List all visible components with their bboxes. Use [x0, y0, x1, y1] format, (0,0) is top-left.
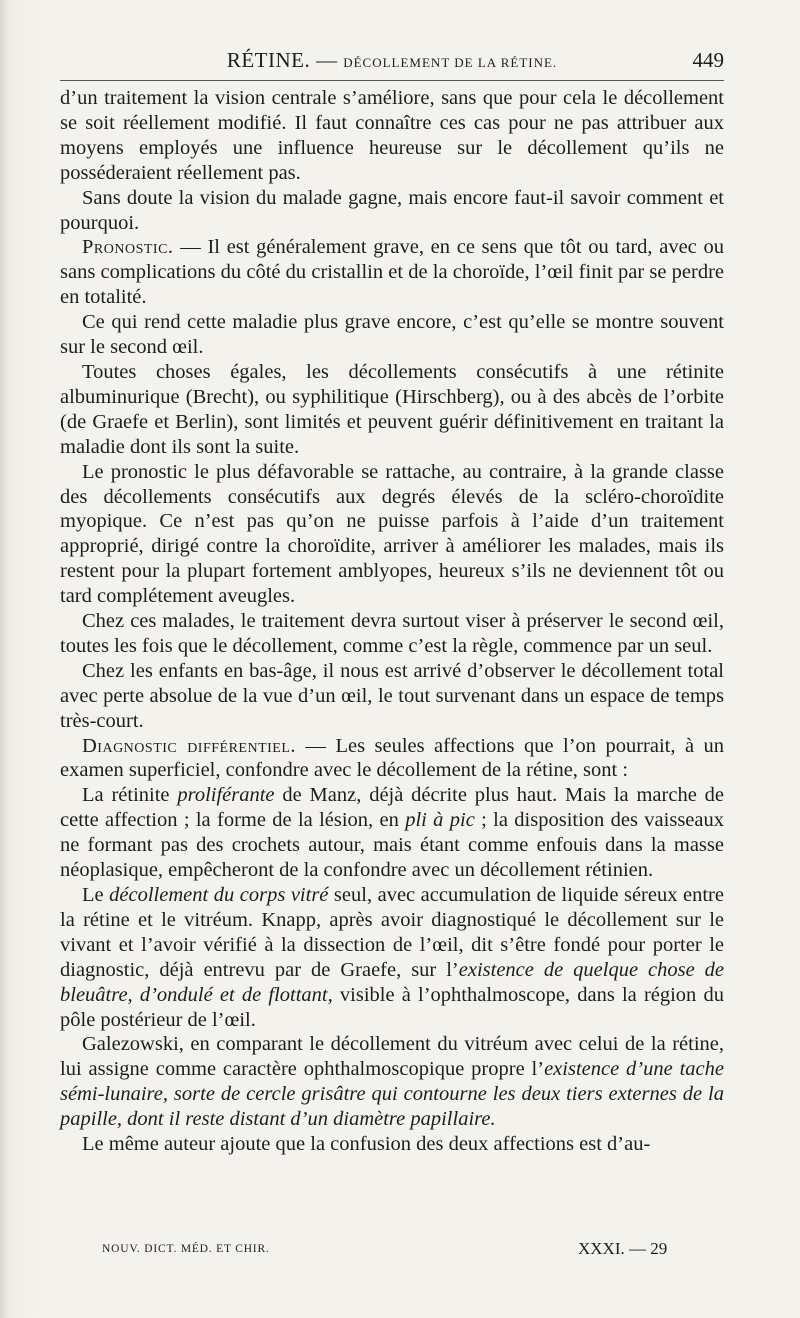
- text-run: Galezowski, en comparant le décollement du vitréum avec celui de la rétine, lui assigne comme caractère ophthalmoscopique propre l’: [60, 1033, 724, 1081]
- italic-run: existence de quelque chose de bleuâtre, d’ondulé et de flottant,: [60, 958, 724, 1006]
- footer-signature: NOUV. DICT. MÉD. ET CHIR.: [102, 1243, 270, 1255]
- page-number: 449: [692, 48, 724, 72]
- header-title-main: RÉTINE.: [226, 48, 311, 72]
- paragraph-11: [60, 883, 724, 1032]
- paragraph-10: [60, 783, 724, 883]
- header-title-dash: —: [315, 48, 338, 72]
- paragraph-4: Ce qui rend cette maladie plus grave encore, c’est qu’elle se montre souvent sur le second œil.: [60, 311, 724, 359]
- text-run: seul, avec accumulation de liquide séreux entre la rétine et le vitréum. Knapp, après avoir diagnostiqué le décollement sur le vivant et l’avoir vérifié à la dissection de l’œil, dit s’être fondé pour porter le diagnostic, déjà entrevu par de Graefe, sur l’: [60, 884, 724, 981]
- running-header: [60, 48, 724, 78]
- text-run: La rétinite: [82, 784, 178, 807]
- paragraph-12: [60, 1032, 724, 1132]
- running-title: [60, 48, 724, 73]
- italic-run: pli à pic: [405, 809, 475, 832]
- text-run: ; la disposition des vaisseaux ne formant pas des crochets autour, mais étant comme enfouis dans la masse néoplasique, empêcheront de la confondre avec un décollement rétinien.: [60, 809, 724, 882]
- paragraph-1: d’un traitement la vision centrale s’améliore, sans que pour cela le décollement se soit réellement modifié. Il faut connaître ces cas pour ne pas attribuer aux moyens employés une influence heureuse sur le décollement qu’ils ne posséderaient réellement pas.: [60, 87, 724, 184]
- section-heading-diagnostic: Diagnostic différentiel.: [82, 734, 297, 757]
- page-footer: [60, 1239, 724, 1263]
- paragraph-13: Le même auteur ajoute que la confusion des deux affections est d’au-: [82, 1133, 651, 1156]
- footer-volume: XXXI. — 29: [578, 1239, 668, 1258]
- paragraph-pronostic: [60, 235, 724, 310]
- italic-run: existence d’une tache sémi-lunaire, sorte de cercle grisâtre qui contourne les deux tiers externes de la papille, dont il reste distant d’un diamètre papillaire.: [60, 1058, 724, 1131]
- paragraph-6: Le pronostic le plus défavorable se rattache, au contraire, à la grande classe des décollements consécutifs aux degrés élevés de la scléro-choroïdite myopique. Ce n’est pas qu’on ne puisse parfois à l’aide d’un traitement approprié, dirigé contre la choroïdite, arriver à améliorer les malades, mais ils restent pour la plupart fortement amblyopes, heureux s’ils ne deviennent tôt ou tard complétement aveugles.: [60, 460, 724, 608]
- italic-run: décollement du corps vitré: [109, 884, 329, 906]
- header-rule: [60, 80, 724, 81]
- text-run: visible à l’ophthalmoscope, dans la région du pôle postérieur de l’œil.: [60, 983, 724, 1031]
- header-title-sub: DÉCOLLEMENT DE LA RÉTINE.: [343, 55, 558, 70]
- paragraph-2: Sans doute la vision du malade gagne, mais encore faut-il savoir comment et pourquoi.: [60, 186, 724, 234]
- italic-run: proliférante: [177, 784, 275, 807]
- paragraph-7: Chez ces malades, le traitement devra surtout viser à préserver le second œil, toutes les fois que le décollement, comme c’est la règle, commence par un seul.: [60, 610, 724, 657]
- text-run: de Manz, déjà décrite plus haut. Mais la marche de cette affection ; la forme de la lésion, en: [60, 784, 724, 832]
- section-heading-pronostic: Pronostic.: [82, 236, 174, 259]
- text-run: Le: [82, 884, 110, 906]
- paragraph-8: Chez les enfants en bas-âge, il nous est arrivé d’observer le décollement total avec perte absolue de la vue d’un œil, le tout survenant dans un espace de temps très-court.: [60, 659, 724, 732]
- paragraph-3-text: — Il est généralement grave, en ce sens que tôt ou tard, avec ou sans complications du côté du cristallin et de la choroïde, l’œil finit par se perdre en totalité.: [60, 236, 724, 309]
- paragraph-5: Toutes choses égales, les décollements consécutifs à une rétinite albuminurique (Brecht), ou syphilitique (Hirschberg), ou à des abcès de l’orbite (de Graefe et Berlin), sont limités et peuvent guérir définitivement en traitant la maladie dont ils sont la suite.: [60, 360, 724, 458]
- paragraph-diagnostic: [60, 734, 724, 784]
- paragraph-9-text: — Les seules affections que l’on pourrait, à un examen superficiel, confondre avec le décollement de la rétine, sont :: [60, 734, 724, 782]
- page-body: [60, 86, 724, 1157]
